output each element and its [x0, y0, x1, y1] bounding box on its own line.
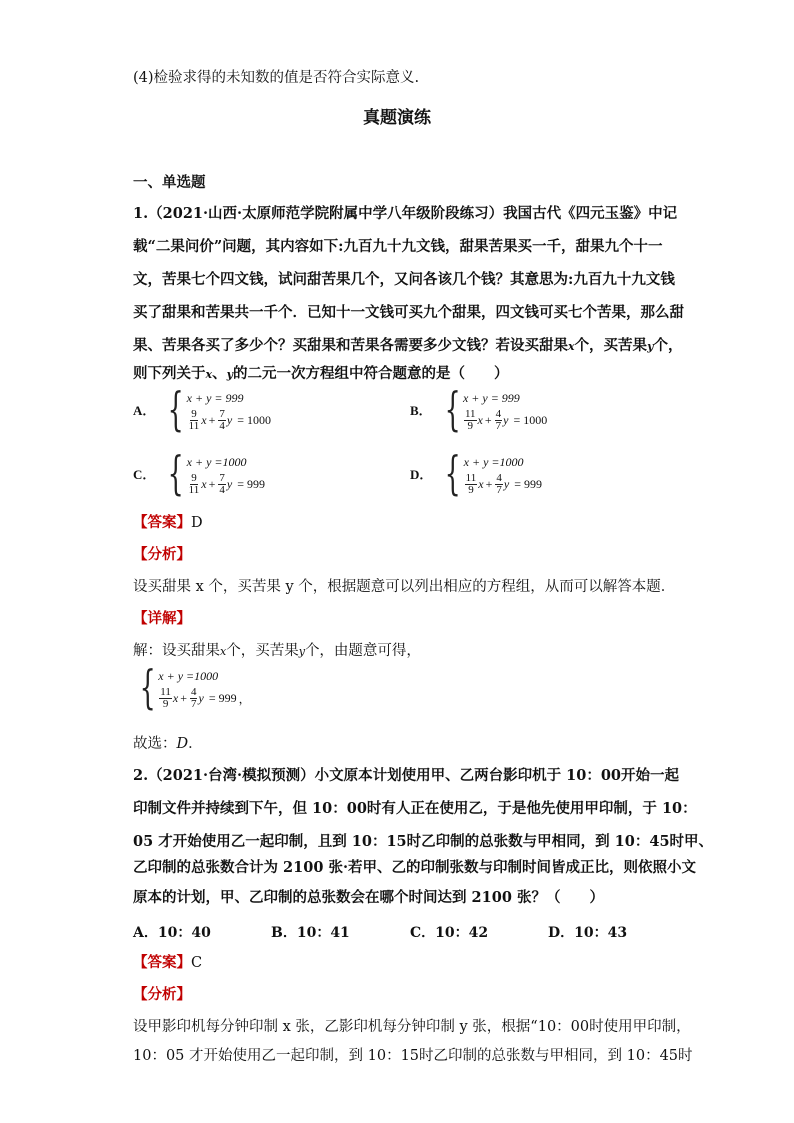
- q1-line-6-a: 则下列关于: [133, 365, 206, 382]
- option-a-label: A．: [133, 402, 156, 418]
- q2-line-1: 2.（2021·台湾·模拟预测）小文原本计划使用甲、乙两台影印机于 10：00开始一起: [133, 767, 679, 784]
- q1-line-6-b: 的二元一次方程组中符合题意的是（ ）: [232, 365, 509, 382]
- intro-line: (4)检验求得的未知数的值是否符合实际意义.: [133, 70, 420, 86]
- option-d[interactable]: [410, 446, 544, 500]
- q1-line-3: 文，苦果七个四文钱，试问甜苦果几个，又问各该几个钱？其意思为:九百九十九文钱: [133, 271, 675, 288]
- option-c-eq1: x + y =1000: [186, 454, 247, 469]
- answer-value: C: [191, 955, 203, 971]
- option-c-label: C．: [133, 466, 156, 482]
- q1-detail-tag: 【详解】: [133, 610, 191, 627]
- q2-line-4: 乙印制的总张数合计为 2100 张·若甲、乙的印制张数与印制时间皆成正比，则依照小文: [133, 859, 696, 876]
- q2-line-3: 05 才开始使用乙一起印制，且到 10：15时乙印制的总张数与甲相同，到 10：45时甲、: [133, 833, 714, 850]
- option-a[interactable]: [133, 382, 273, 436]
- q1-line-4: 买了甜果和苦果共一千个．已知十一文钱可买九个甜果，四文钱可买七个苦果，那么甜: [133, 304, 684, 321]
- q2-answer: [133, 953, 202, 973]
- q1-line-5: [133, 336, 682, 357]
- q1-answer: [133, 513, 203, 533]
- q2-option-b[interactable]: B．10：41: [271, 925, 350, 941]
- brace-icon: {: [139, 660, 156, 714]
- q2-option-c[interactable]: C．10：42: [410, 925, 489, 941]
- answer-tag: 【答案】: [133, 954, 191, 971]
- var-y: y: [647, 340, 654, 353]
- q1-line-1: 1.（2021·山西·太原师范学院附属中学八年级阶段练习）我国古代《四元玉鉴》中记: [133, 205, 678, 222]
- option-b[interactable]: [410, 382, 549, 436]
- var-y: y: [226, 368, 233, 381]
- var-x: x: [568, 340, 575, 353]
- var-x: x: [220, 645, 227, 658]
- q2-line-2: 印制文件并持续到下午，但 10：00时有人正在使用乙，于是他先使用甲印制，于 10：: [133, 800, 697, 817]
- q2-analysis-line-1: 设甲影印机每分钟印制 x 张，乙影印机每分钟印制 y 张，根据“10：00时使用甲印制，: [133, 1019, 691, 1035]
- q1-line-5-text: 果、苦果各买了多少个？买甜果和苦果各需要多少文钱？若设买甜果: [133, 337, 568, 354]
- answer-value: D: [191, 515, 203, 531]
- brace-icon: {: [167, 446, 185, 500]
- option-b-eq1: x + y = 999: [462, 390, 520, 405]
- solution-system: [133, 660, 251, 714]
- solution-eq2: $\frac{11}{9}$ x + $\frac{4}{7}$ y = 999 ，: [160, 685, 251, 710]
- option-d-eq2: $\frac{11}{9}$ x + $\frac{4}{7}$ y = 999: [465, 471, 542, 496]
- option-c-eq2: $\frac{9}{11}$ x + $\frac{7}{4}$ y = 999: [188, 471, 265, 496]
- q1-conclusion: 故选：D．: [133, 736, 203, 752]
- q1-line-5-end: 个，: [653, 337, 683, 354]
- q2-analysis-line-2: 10：05 才开始使用乙一起印制，到 10：15时乙印制的总张数与甲相同，到 10：45时: [133, 1048, 693, 1064]
- q2-option-a[interactable]: A．10：40: [133, 925, 211, 941]
- brace-icon: {: [444, 446, 462, 500]
- option-a-eq1: x + y = 999: [186, 390, 244, 405]
- option-b-label: B．: [410, 402, 432, 418]
- page-title: 真题演练: [363, 108, 431, 128]
- q1-line-5-mid: 个，买苦果: [574, 337, 648, 354]
- q2-line-5: 原本的计划，甲、乙印制的总张数会在哪个时间达到 2100 张？（ ）: [133, 889, 604, 906]
- option-b-eq2: $\frac{11}{9}$ x + $\frac{4}{7}$ y = 1000: [464, 407, 548, 432]
- q2-option-d[interactable]: D．10：43: [548, 925, 628, 941]
- q1-analysis-tag: 【分析】: [133, 546, 191, 563]
- option-d-eq1: x + y =1000: [463, 454, 524, 469]
- section-heading: 一、单选题: [133, 174, 206, 191]
- brace-icon: {: [167, 382, 185, 436]
- solution-eq1: x + y =1000: [158, 668, 219, 683]
- q1-line-6-sep: 、: [212, 365, 227, 382]
- brace-icon: {: [444, 382, 461, 436]
- var-x: x: [205, 368, 213, 381]
- option-a-eq2: $\frac{9}{11}$ x + $\frac{7}{4}$ y = 1000: [188, 407, 271, 432]
- option-d-label: D．: [410, 466, 433, 482]
- q1-analysis: 设买甜果 x 个，买苦果 y 个，根据题意可以列出相应的方程组，从而可以解答本题．: [133, 579, 676, 595]
- option-c[interactable]: [133, 446, 267, 500]
- q2-analysis-tag: 【分析】: [133, 986, 191, 1003]
- var-y: y: [298, 645, 305, 658]
- answer-tag: 【答案】: [133, 514, 191, 531]
- q1-line-2: 载“二果问价”问题，其内容如下:九百九十九文钱，甜果苦果买一千，甜果九个十一: [133, 238, 663, 255]
- q1-detail-line: 解：设买甜果x个，买苦果y个，由题意可得，: [133, 643, 421, 659]
